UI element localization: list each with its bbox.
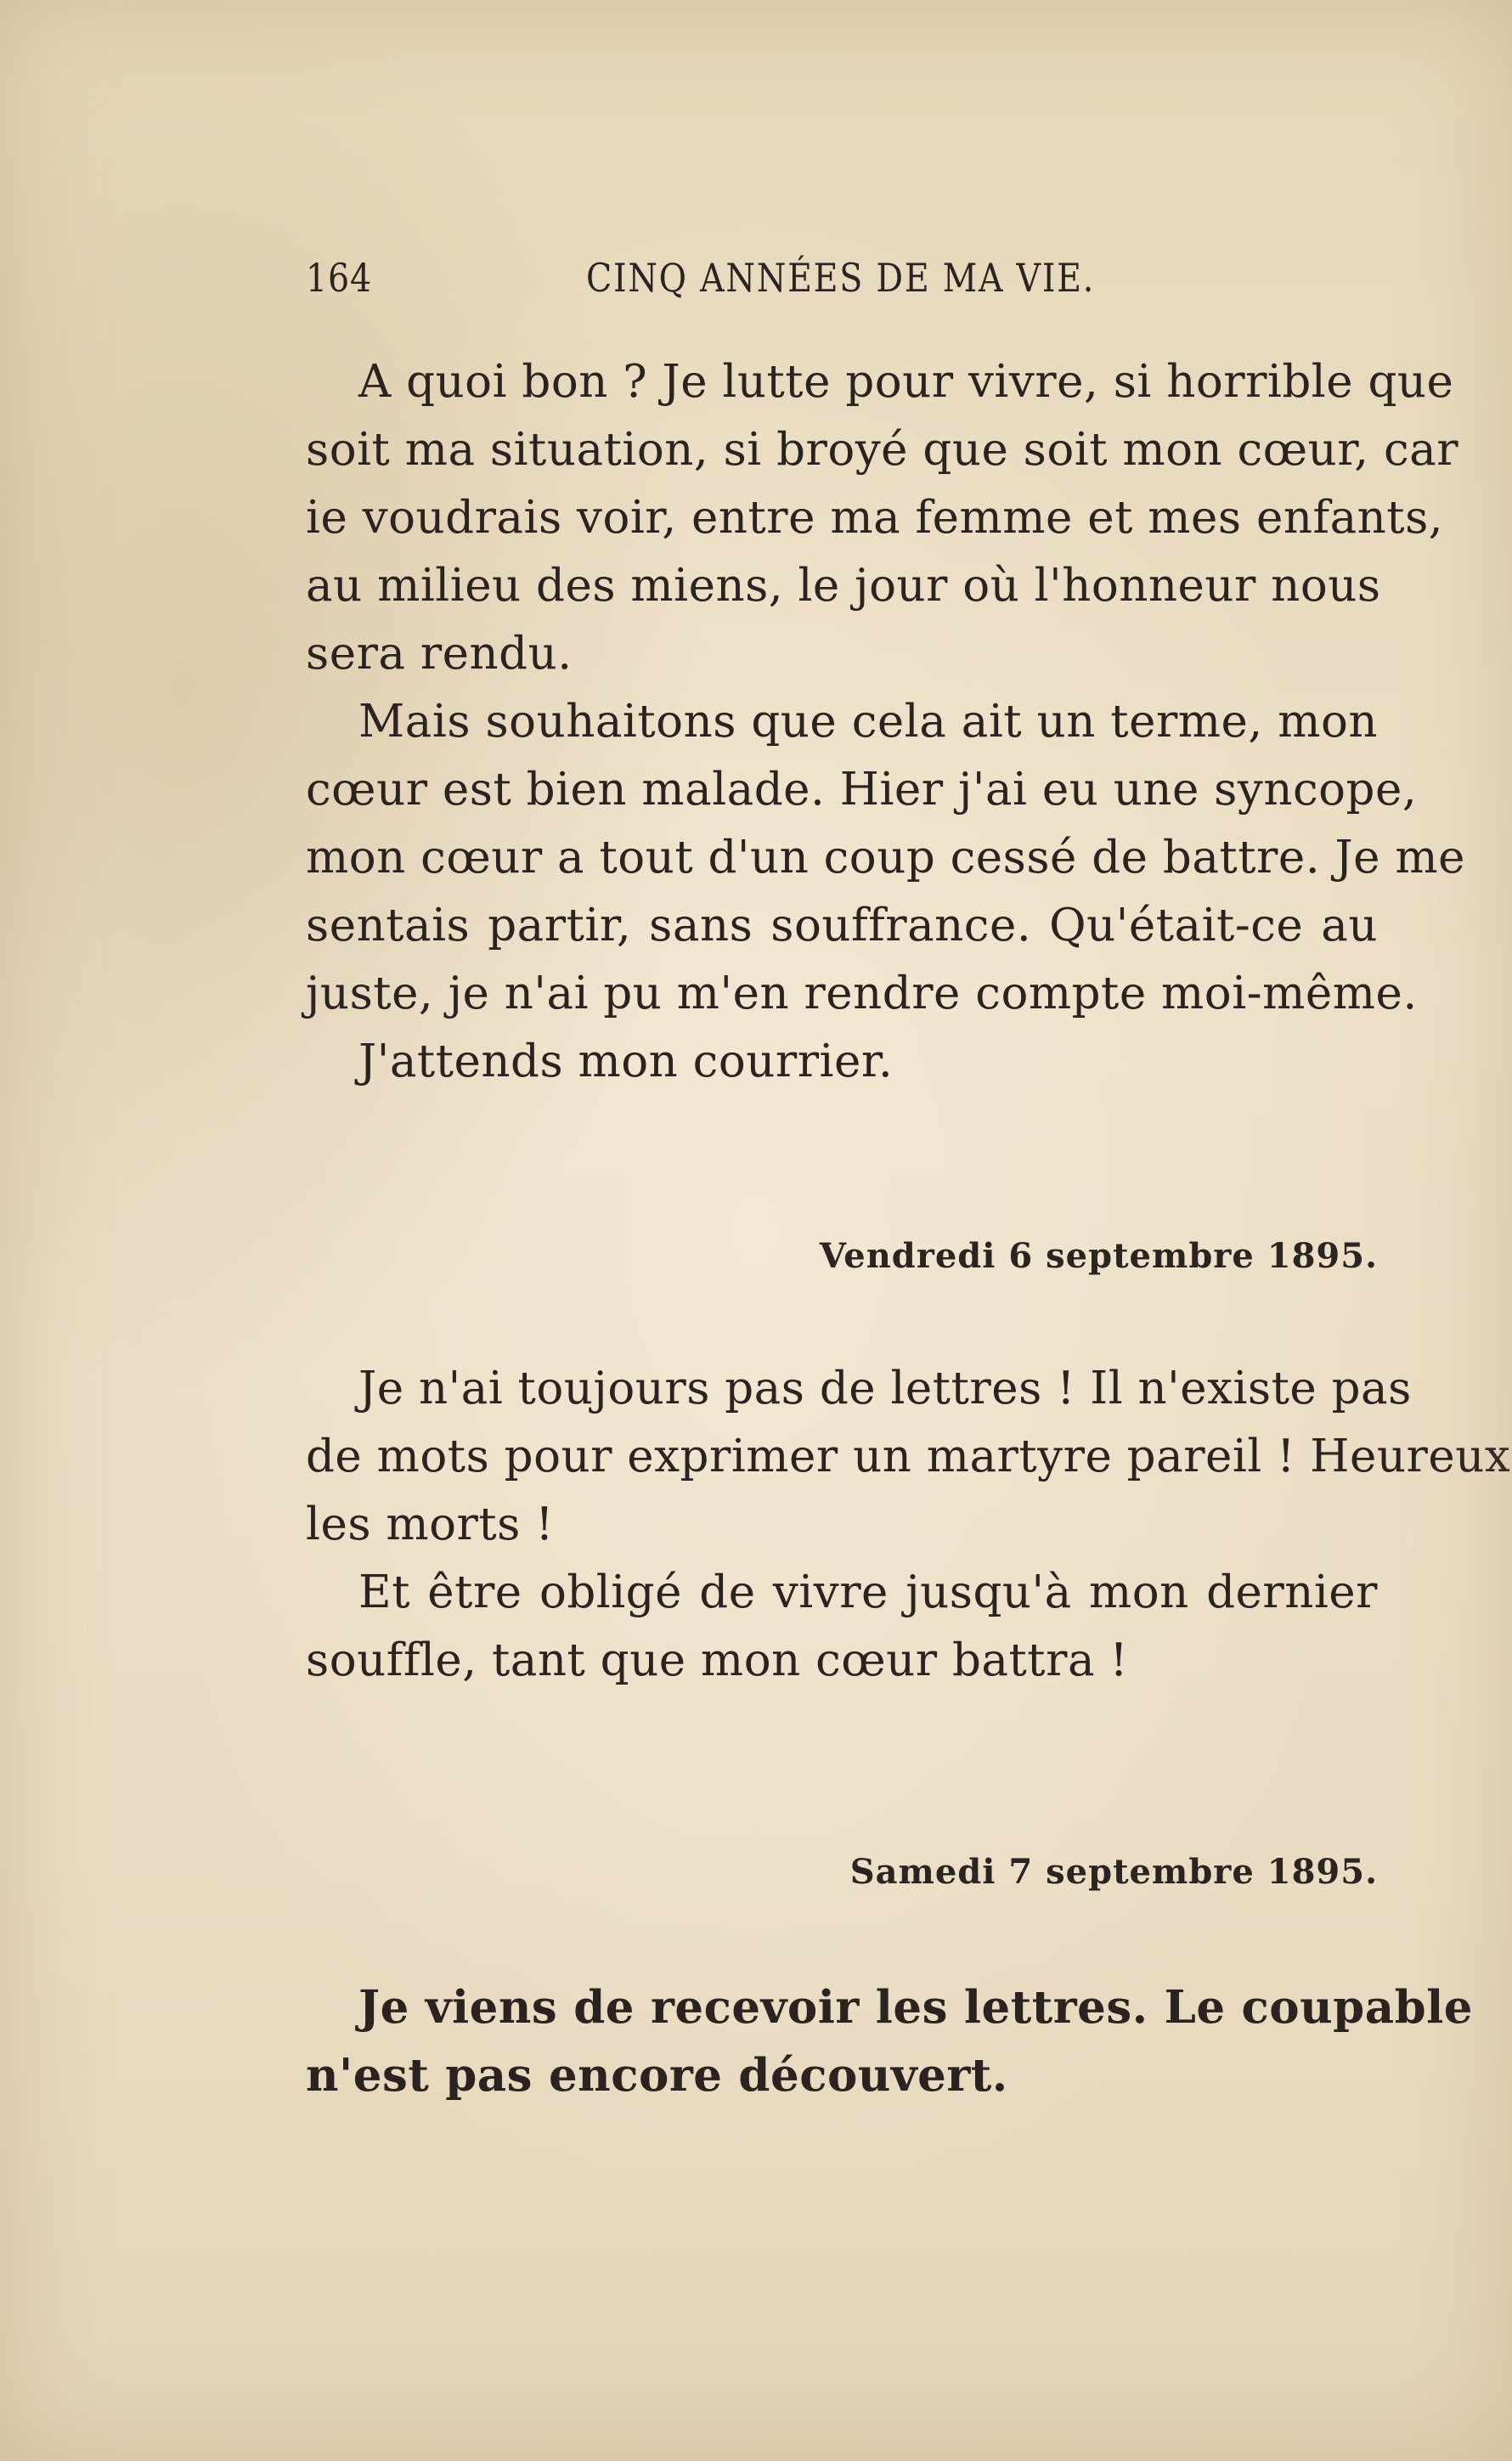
diary-entry-continuation [306,348,1465,1096]
text-line: n'est pas encore découvert. [306,2049,1008,2102]
text-line: Je viens de recevoir les lettres. Le coupable [358,1981,1473,2034]
entry-date-heading: Samedi 7 septembre 1895. [849,1852,1378,1892]
page-number: 164 [306,255,373,301]
running-title: CINQ ANNÉES DE MA VIE. [586,255,1096,301]
text-line: les morts ! [306,1499,555,1550]
text-line: J'attends mon courrier. [358,1036,894,1087]
text-line: Et être obligé de vivre jusqu'à mon dernier [358,1566,1378,1618]
diary-entry [306,1355,1511,1695]
text-line: soit ma situation, si broyé que soit mon cœur, car [306,424,1459,476]
text-line: A quoi bon ? Je lutte pour vivre, si horrible que [358,356,1454,408]
entry-date-heading: Vendredi 6 septembre 1895. [819,1236,1378,1276]
text-line: mon cœur a tout d'un coup cessé de battre. Je me [306,832,1465,883]
text-line: souffle, tant que mon cœur battra ! [306,1634,1129,1686]
text-line: Mais souhaitons que cela ait un terme, mon [358,696,1378,748]
text-line: ie voudrais voir, entre ma femme et mes enfants, [306,492,1444,544]
text-line: Je n'ai toujours pas de lettres ! Il n'existe pas [358,1363,1412,1414]
text-line: juste, je n'ai pu m'en rendre compte moi-même. [306,968,1418,1019]
text-line: de mots pour exprimer un martyre pareil ! Heureux [306,1431,1511,1482]
running-head [306,255,1378,323]
diary-entry [306,1973,1473,2109]
text-line: sera rendu. [306,628,573,680]
text-line: au milieu des miens, le jour où l'honneur nous [306,560,1381,612]
text-line: cœur est bien malade. Hier j'ai eu une syncope, [306,764,1418,816]
text-line: sentais partir, sans souffrance. Qu'était-ce au [306,900,1378,951]
